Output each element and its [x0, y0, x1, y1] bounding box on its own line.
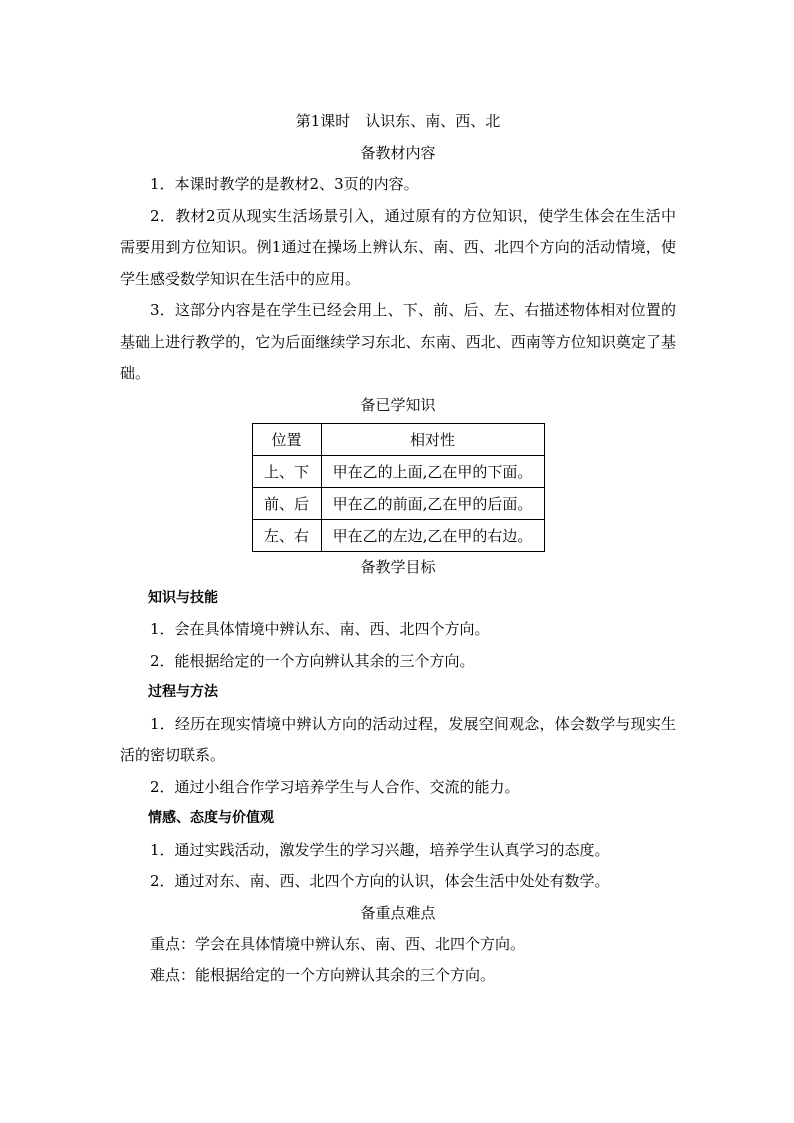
table-cell: 甲在乙的上面,乙在甲的下面。 — [321, 455, 544, 487]
key-point-item: 难点：能根据给定的一个方向辨认其余的三个方向。 — [150, 966, 496, 984]
section-heading-objectives: 备教学目标 — [360, 557, 436, 576]
table-header-cell: 位置 — [252, 423, 321, 455]
lesson-title: 第1课时 认识东、南、西、北 — [295, 112, 501, 130]
materials-paragraph: 2．教材2页从现实生活场景引入，通过原有的方位知识，使学生体会在生活中需要用到方位知识。例1通过在操场上辨认东、南、西、北四个方向的活动情境，使学生感受数学知识在生活中的应用。 — [120, 206, 676, 288]
objective-item: 1．通过实践活动，激发学生的学习兴趣，培养学生认真学习的态度。 — [150, 840, 610, 859]
table-header-cell: 相对性 — [321, 423, 544, 455]
document-page — [120, 104, 676, 992]
section-heading-materials: 备教材内容 — [360, 144, 436, 162]
objective-group-title: 情感、态度与价值观 — [148, 810, 274, 826]
table-cell: 甲在乙的前面,乙在甲的后面。 — [321, 487, 544, 519]
objective-item: 1．会在具体情境中辨认东、南、西、北四个方向。 — [150, 620, 490, 638]
table-cell: 甲在乙的左边,乙在甲的右边。 — [321, 519, 544, 551]
relative-position-table — [252, 423, 545, 552]
table-row — [252, 455, 544, 487]
objective-item: 2．能根据给定的一个方向辨认其余的三个方向。 — [150, 651, 475, 670]
objective-item: 1．经历在现实情境中辨认方向的活动过程，发展空间观念，体会数学与现实生活的密切联系。 — [120, 714, 676, 764]
table-row — [252, 519, 544, 551]
objective-item: 2．通过对东、南、西、北四个方向的认识，体会生活中处处有数学。 — [150, 872, 610, 890]
table-header-row — [252, 423, 544, 455]
section-heading-key-points: 备重点难点 — [360, 903, 436, 922]
table-row — [252, 487, 544, 519]
objective-group-title: 知识与技能 — [148, 589, 218, 606]
table-cell: 前、后 — [252, 487, 321, 519]
materials-paragraph: 1．本课时教学的是教材2、3页的内容。 — [150, 175, 419, 193]
table-cell: 左、右 — [252, 519, 321, 551]
table-cell: 上、下 — [252, 455, 321, 487]
materials-paragraph: 3．这部分内容是在学生已经会用上、下、前、后、左、右描述物体相对位置的基础上进行教学的，它为后面继续学习东北、东南、西北、西南等方位知识奠定了基础。 — [120, 301, 676, 382]
objective-group-title: 过程与方法 — [148, 684, 218, 700]
key-point-item: 重点：学会在具体情境中辨认东、南、西、北四个方向。 — [150, 934, 526, 953]
section-heading-prior-knowledge: 备已学知识 — [360, 395, 436, 414]
objective-item: 2．通过小组合作学习培养学生与人合作、交流的能力。 — [150, 777, 520, 796]
